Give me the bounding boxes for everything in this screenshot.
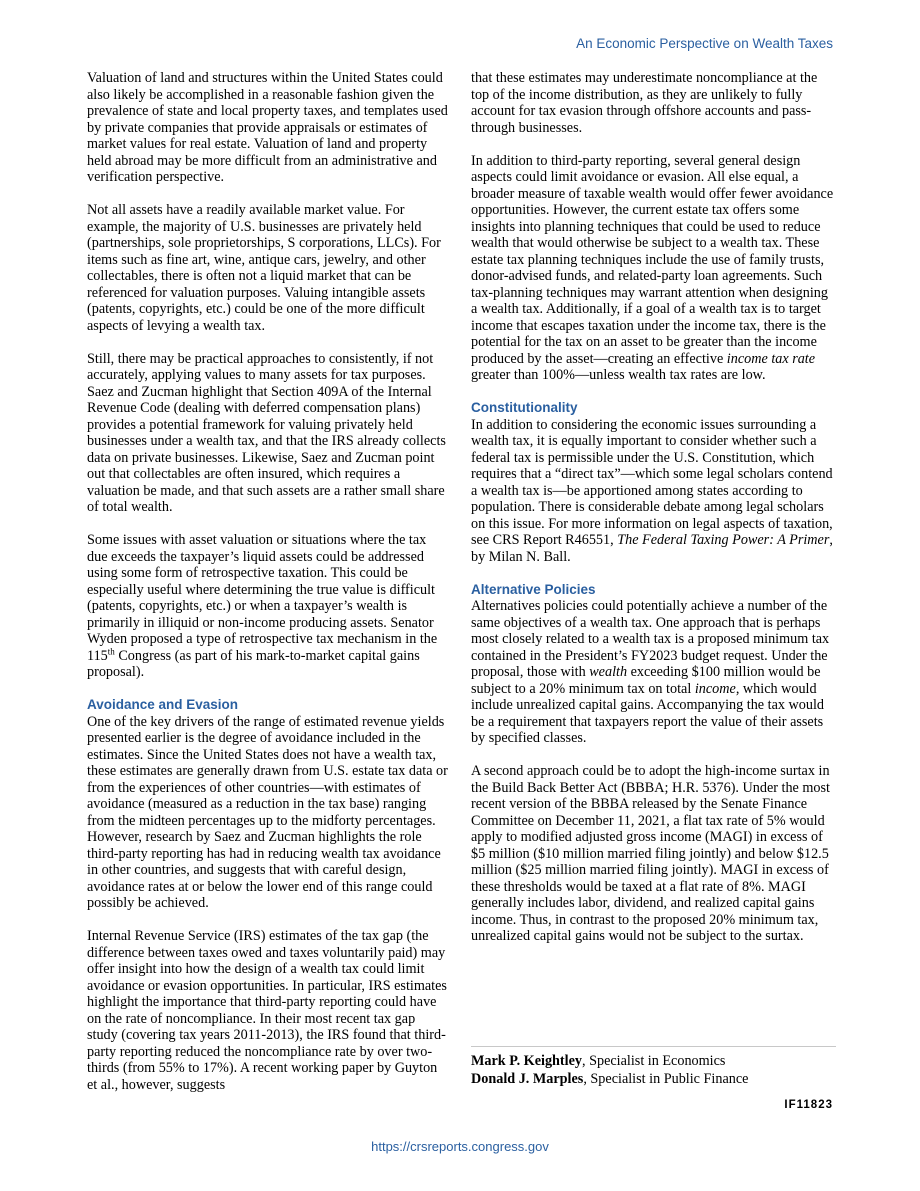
paragraph-design-aspects <box>471 153 834 384</box>
heading-constitutionality: Constitutionality <box>471 400 578 415</box>
footer-url-link[interactable]: https://crsreports.congress.gov <box>371 1139 549 1154</box>
paragraph-text: In addition to third-party reporting, several general design aspects could limit avoidance or evasion. All else equal, a broader measure of taxable wealth would offer fewer avoidance opportunities. However, the current estate tax offers some insights into planning techniques that could be used to reduce wealth that would otherwise be subject to a wealth tax. These estate tax planning techniques include the use of family trusts, donor-advised funds, and related-party loan agreements. Such tax-planning techniques may warrant attention when designing a wealth tax. Additionally, if a goal of a wealth tax is to target income that escapes taxation under the income tax, there is the potential for the tax on an asset to be greater than the income produced by the asset—creating an effective <box>471 152 834 367</box>
paragraph-avoidance-drivers: One of the key drivers of the range of estimated revenue yields presented earlier is the degree of avoidance included in the estimates. Since the United States does not have a wealth tax, these estimates are generally drawn from U.S. estate tax data or from the experiences of other countries—with estimates of avoidance (measured as a reduction in the tax base) ranging from the midteen percentages up to the midforty percentages. However, research by Saez and Zucman highlights the role third-party reporting has had in reducing wealth tax avoidance in other countries, and suggests that with careful design, avoidance rates at or below the lower end of this range could possibly be achieved. <box>87 713 448 911</box>
paragraph-text: Congress (as part of his mark-to-market capital gains proposal). <box>87 647 420 680</box>
paragraph-text: Alternatives policies could potentially achieve a number of the same objectives of a wealth tax. One approach that is perhaps most closely related to a wealth tax is a proposed minimum tax contained in the President’s FY2023 budget request. Under the proposal, those with <box>471 598 830 680</box>
paragraph-text: , by Milan N. Ball. <box>471 532 833 565</box>
paragraph-valuation-land: Valuation of land and structures within the United States could also likely be accomplished in a reasonable fashion given the prevalence of state and local property taxes, and templates used by private companies that provide appraisals or estimates of market values for real estate. Valuation of land and property held abroad may be more difficult from an administrative and verification perspective. <box>87 70 448 185</box>
emphasis-income-tax-rate: income tax rate <box>726 350 816 367</box>
paragraph-retrospective-taxation <box>87 532 449 681</box>
author-name: Mark P. Keightley <box>471 1053 582 1069</box>
paragraph-market-value: Not all assets have a readily available market value. For example, the majority of U.S. businesses are privately held (partnerships, sole proprietorships, S corporations, LLCs). For items such as fine art, wine, antique cars, jewelry, and other collectables, there is often not a liquid market that can be referenced for valuation purposes. Valuing intangible assets (patents, copyrights, etc.) could be one of the more difficult aspects of levying a wealth tax. <box>87 202 441 334</box>
paragraph-irs-tax-gap: Internal Revenue Service (IRS) estimates of the tax gap (the difference between taxes owed and taxes voluntarily paid) may offer insight into how the design of a wealth tax could limit avoidance or evasion opportunities. In particular, IRS estimates highlight the importance that third-party reporting could have on the rate of noncompliance. In their most recent tax gap study (covering tax years 2011-2013), the IRS found that third-party reporting reduced the noncompliance rate by over two-thirds (from 55% to 17%). A recent working paper by Guyton et al., however, suggests <box>87 928 447 1093</box>
paragraph-text: In addition to considering the economic issues surrounding a wealth tax, it is equally important to consider whether such a federal tax is permissible under the U.S. Constitution, which requires that a “direct tax”—which some legal scholars contend a wealth tax is—be apportioned among states according to population. There is considerable debate among legal scholars on this issue. For more information on legal aspects of taxation, see CRS Report R46551, <box>471 416 833 548</box>
right-column <box>471 70 834 961</box>
author-name: Donald J. Marples <box>471 1071 584 1087</box>
report-id: IF11823 <box>784 1099 833 1111</box>
emphasis-wealth: wealth <box>589 664 628 680</box>
report-title: The Federal Taxing Power: A Primer <box>617 532 830 548</box>
author-block <box>471 1046 836 1088</box>
left-column <box>87 70 449 1110</box>
paragraph-text: exceeding $100 million would be subject to a 20% minimum tax on total <box>471 664 821 697</box>
author-title: , Specialist in Economics <box>582 1053 726 1069</box>
paragraph-underestimate: that these estimates may underestimate noncompliance at the top of the income distribution, as they are unlikely to fully account for tax evasion through offshore accounts and pass-through businesses. <box>471 70 818 136</box>
paragraph-minimum-tax <box>471 598 834 747</box>
emphasis-income: income <box>694 680 736 697</box>
paragraph-practical-approaches: Still, there may be practical approaches to consistently, if not accurately, applying values to many assets for tax purposes. Saez and Zucman highlight that Section 409A of the Internal Revenue Code (dealing with deferred compensation plans) provides a potential framework for valuing privately held businesses under a wealth tax, and that the IRS already collects data on private businesses. Likewise, Saez and Zucman point out that collectables are often insured, which requires a valuation be made, and that such assets are a rather small share of total wealth. <box>87 350 446 515</box>
paragraph-surtax: A second approach could be to adopt the high-income surtax in the Build Back Better Act (BBBA; H.R. 5376). Under the most recent version of the BBBA released by the Senate Finance Committee on December 11, 2021, a flat tax rate of 5% would apply to modified adjusted gross income (MAGI) in excess of $5 million ($10 million married filing jointly) and below $12.5 million ($25 million married filing jointly). MAGI in excess of these thresholds would be taxed at a flat rate of 8%. MAGI generally includes labor, dividend, and realized capital gains income. Thus, in contrast to the proposed 20% minimum tax, unrealized capital gains would not be subject to the surtax. <box>471 763 830 944</box>
paragraph-text: , which would include unrealized capital gains. Accompanying the tax would be a requirement that taxpayers report the value of their assets by specified classes. <box>471 680 824 746</box>
header-title: An Economic Perspective on Wealth Taxes <box>576 36 833 51</box>
heading-alternative-policies: Alternative Policies <box>471 581 596 597</box>
author-line <box>471 1052 836 1070</box>
paragraph-text: greater than 100%—unless wealth tax rates are low. <box>471 367 766 383</box>
author-line <box>471 1070 836 1088</box>
paragraph-constitutionality <box>471 417 834 566</box>
author-title: , Specialist in Public Finance <box>583 1071 749 1087</box>
heading-avoidance-evasion: Avoidance and Evasion <box>87 697 239 712</box>
superscript-ordinal: th <box>107 645 115 656</box>
paragraph-text: Some issues with asset valuation or situations where the tax due exceeds the taxpayer’s liquid assets could be addressed using some form of retrospective taxation. This could be especially useful where determining the true value is difficult (patents, copyrights, etc.) or when a taxpayer’s wealth is primarily in illiquid or non-income producing assets. Senator Wyden proposed a type of retrospective tax mechanism in the 115 <box>87 532 438 664</box>
